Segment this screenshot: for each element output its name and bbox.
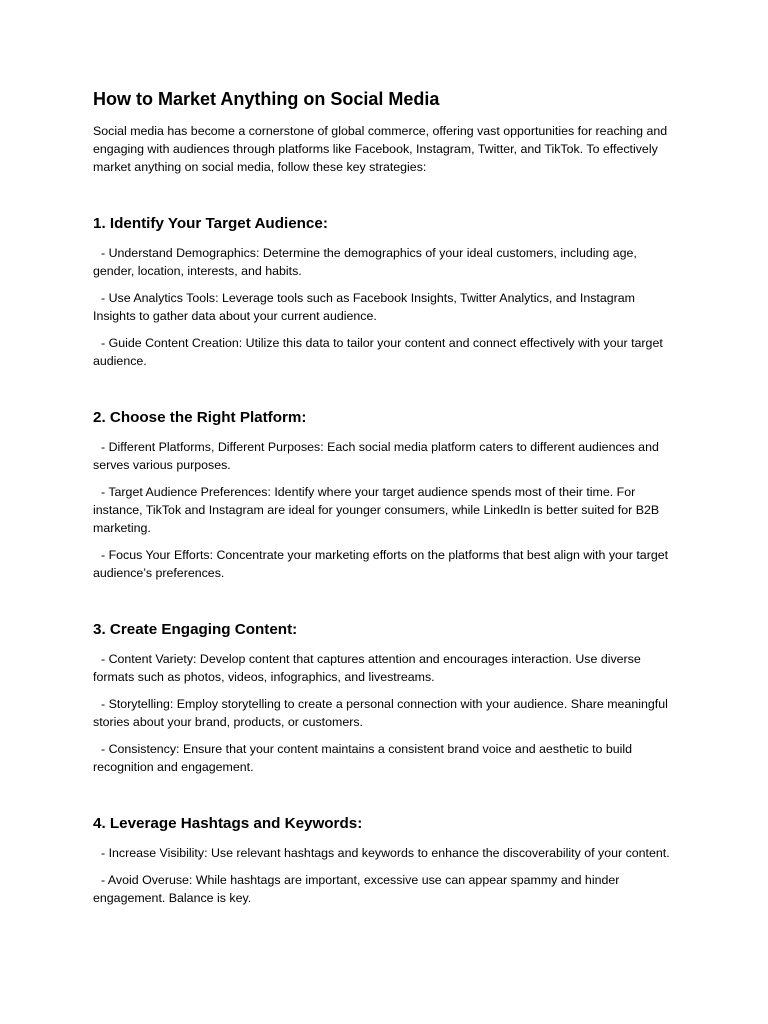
section-choose-platform [93, 408, 675, 582]
section-point: - Consistency: Ensure that your content maintains a consistent brand voice and aesthetic to build recognition and engagement. [93, 742, 633, 774]
section-point: - Target Audience Preferences: Identify where your target audience spends most of their time. For instance, TikTok and Instagram are ideal for younger consumers, while LinkedIn is better suited for B2B marketing. [93, 485, 660, 535]
document-title: How to Market Anything on Social Media [93, 89, 440, 109]
section-point: - Different Platforms, Different Purposes: Each social media platform caters to different audiences and serves various purposes. [93, 440, 659, 472]
section-point: - Avoid Overuse: While hashtags are important, excessive use can appear spammy and hinder engagement. Balance is key. [93, 873, 620, 905]
section-heading: 3. Create Engaging Content: [93, 621, 298, 638]
section-point: - Content Variety: Develop content that captures attention and encourages interaction. Use diverse formats such as photos, videos, infographics, and livestreams. [93, 652, 641, 684]
section-identify-audience [93, 214, 675, 370]
section-point: - Guide Content Creation: Utilize this data to tailor your content and connect effectively with your target audience. [93, 336, 663, 368]
section-heading: 2. Choose the Right Platform: [93, 409, 307, 426]
section-point: - Increase Visibility: Use relevant hashtags and keywords to enhance the discoverability of your content. [101, 846, 670, 860]
section-heading: 1. Identify Your Target Audience: [93, 215, 328, 232]
section-point: - Use Analytics Tools: Leverage tools such as Facebook Insights, Twitter Analytics, and Instagram Insights to gather data about your current audience. [93, 291, 635, 323]
section-point: - Understand Demographics: Determine the demographics of your ideal customers, including age, gender, location, interests, and habits. [93, 246, 637, 278]
section-heading: 4. Leverage Hashtags and Keywords: [93, 815, 363, 832]
section-point: - Focus Your Efforts: Concentrate your marketing efforts on the platforms that best align with your target audience’s preferences. [93, 548, 669, 580]
intro-paragraph: Social media has become a cornerstone of global commerce, offering vast opportunities for reaching and engaging with audiences through platforms like Facebook, Instagram, Twitter, and TikTok. To effectively market anything on social media, follow these key strategies: [93, 124, 668, 174]
section-hashtags-keywords [93, 814, 675, 907]
section-engaging-content [93, 620, 675, 776]
section-point: - Storytelling: Employ storytelling to create a personal connection with your audience. Share meaningful stories about your brand, products, or customers. [93, 697, 668, 729]
document-page [93, 88, 675, 916]
